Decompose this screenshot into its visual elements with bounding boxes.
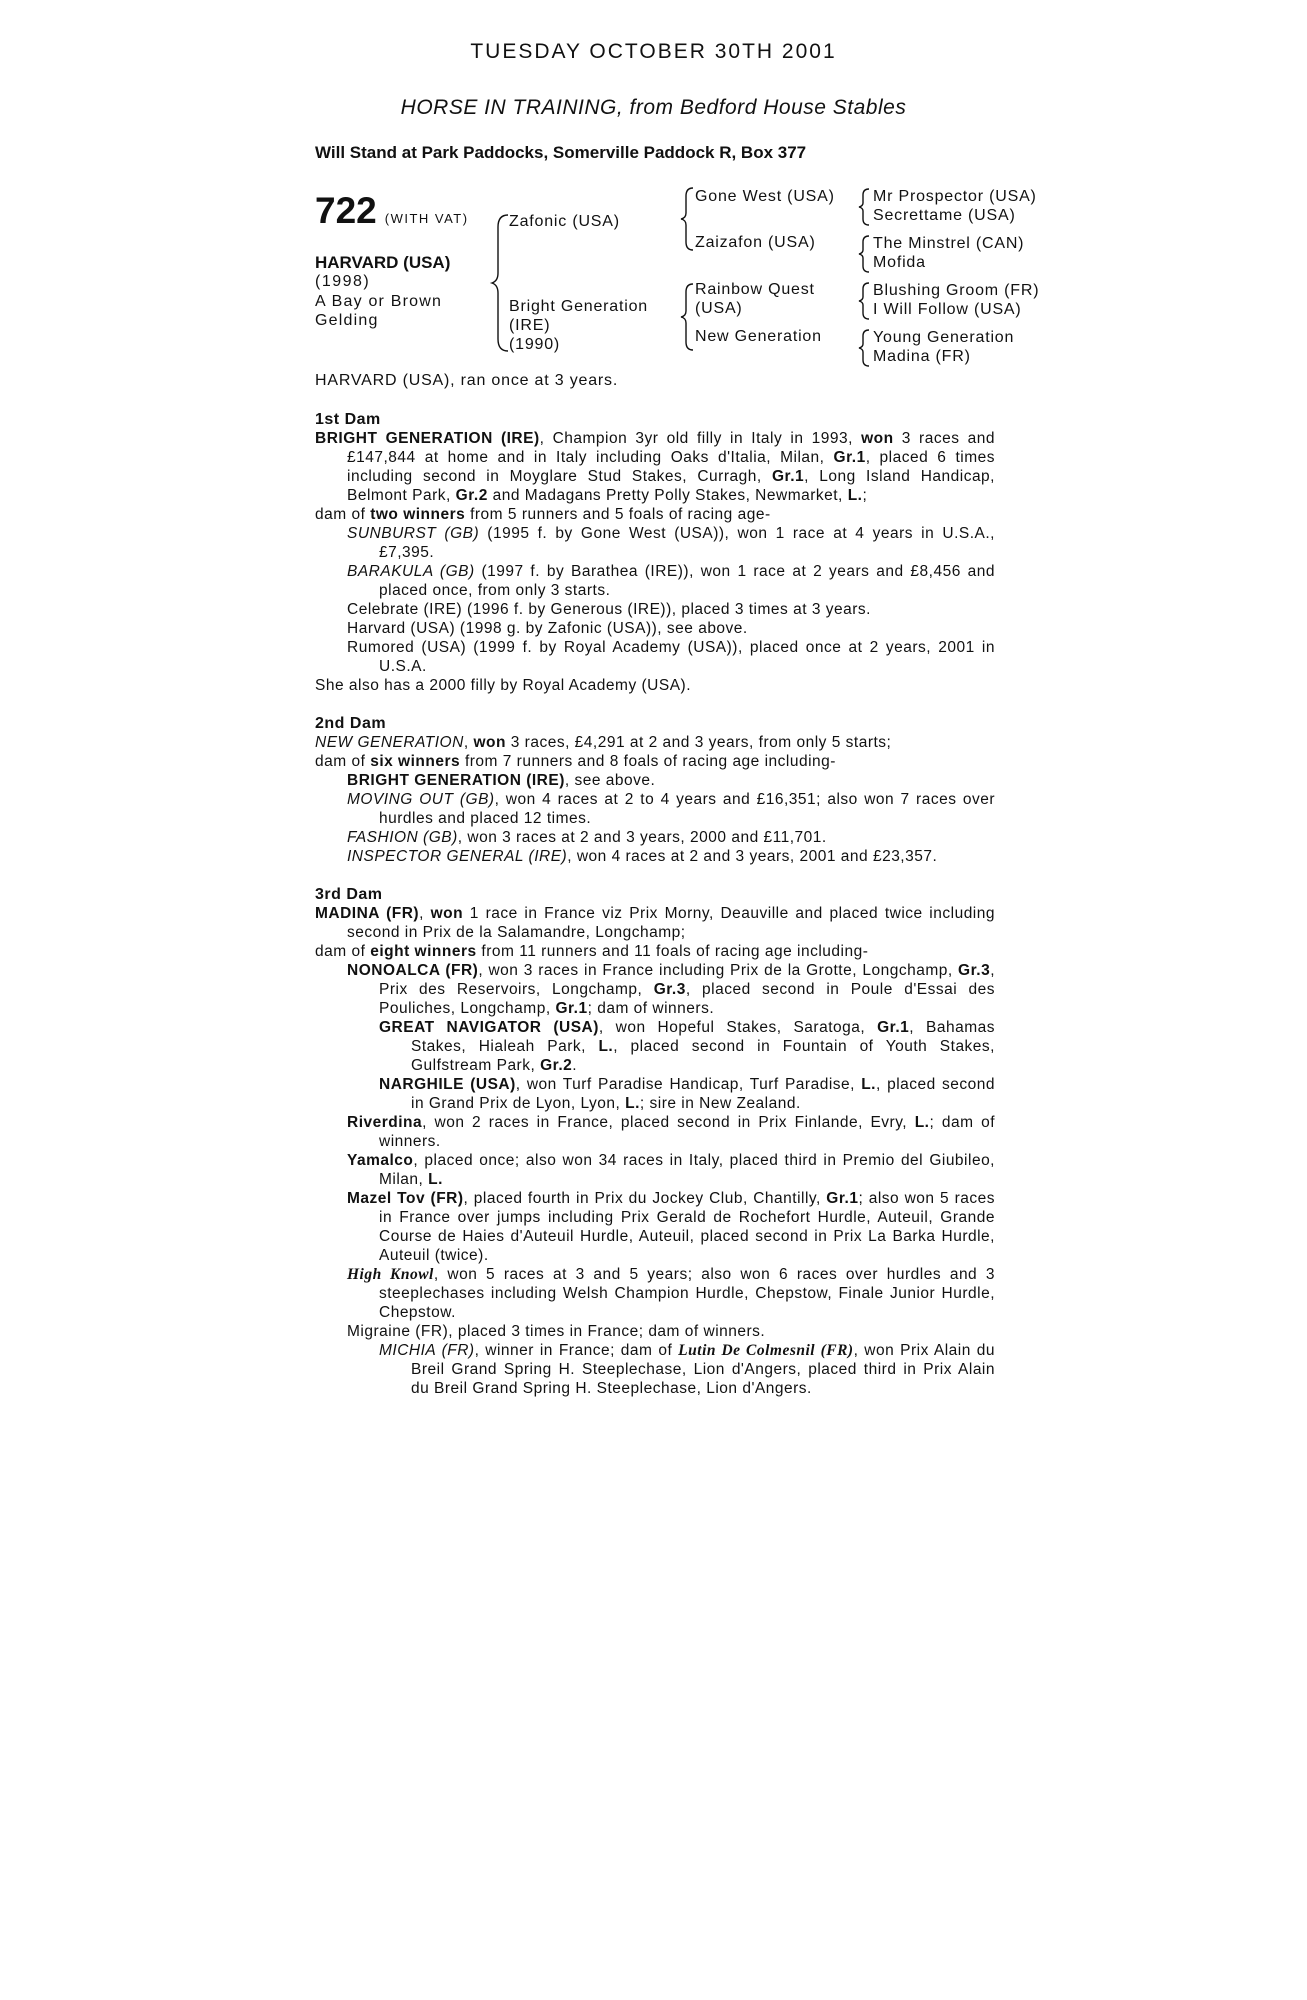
stand-location: Will Stand at Park Paddocks, Somerville Paddock R, Box 377 xyxy=(315,143,807,162)
produce-text: Celebrate (IRE) (1996 f. by Generous (IRE)), placed 3 times at 3 years. xyxy=(347,601,871,618)
produce-entry xyxy=(379,1341,995,1398)
produce-text: , won Prix Alain du Breil Grand Spring H. Steeplechase, Lion d'Angers, placed third in Prix Alain du Breil Grand Spring H. Steeplechase, Lion d'Angers. xyxy=(411,1342,996,1397)
pedigree-dam xyxy=(509,297,648,354)
dam-of-text: from 11 runners and 11 foals of racing age including- xyxy=(476,943,869,960)
pedigree-brace-g2 xyxy=(857,234,871,274)
produce-text: Harvard (USA) (1998 g. by Zafonic (USA)), see above. xyxy=(347,620,748,637)
dam-text: 3 races and £147,844 at home and in Italy including Oaks d'Italia, Milan, xyxy=(347,430,995,466)
dam-text: , placed 6 times including second in Moyglare Stud Stakes, Curragh, xyxy=(347,449,995,485)
produce-entry xyxy=(347,524,995,562)
produce-text: ; dam of winners. xyxy=(379,1114,995,1150)
grade-label: Gr.1 xyxy=(555,1000,588,1017)
produce-text: ; also won 5 races in France over jumps including Prix Gerald de Rochefort Hurdle, Auteuil, Grande Course de Haies d'Auteuil Hurdle, Auteuil, placed second in Prix La Barka Hurdle, Auteuil (twice). xyxy=(379,1190,995,1264)
dam-of-text: dam of xyxy=(315,506,371,523)
produce-name: MICHIA (FR) xyxy=(379,1342,475,1359)
produce-name: NARGHILE (USA) xyxy=(379,1076,516,1093)
dam-of-text: from 7 runners and 8 foals of racing age including- xyxy=(460,753,836,770)
pedigree-dam-line: (IRE) xyxy=(509,317,551,334)
produce-text: , Prix des Reservoirs, Longchamp, xyxy=(379,962,996,998)
produce-text: (1997 f. by Barathea (IRE)), won 1 race at 2 years and £8,456 and placed once, from only 3 starts. xyxy=(379,563,995,599)
produce-text: Rumored (USA) (1999 f. by Royal Academy (USA)), placed once at 2 years, 2001 in U.S.A. xyxy=(347,639,995,675)
first-dam-section xyxy=(315,410,995,695)
pedigree-gg-name: Mofida xyxy=(873,254,926,271)
produce-entry xyxy=(347,562,995,600)
pedigree-gg-name: I Will Follow (USA) xyxy=(873,301,1022,318)
produce-name: FASHION (GB) xyxy=(347,829,458,846)
winners-count: eight winners xyxy=(370,943,477,960)
grade-label: Gr.1 xyxy=(826,1190,859,1207)
horse-name: HARVARD (USA) xyxy=(315,253,451,272)
dam-text: , Long Island Handicap, Belmont Park, xyxy=(347,468,995,504)
pedigree-dam-dam: New Generation xyxy=(695,328,822,345)
produce-text: , won 3 races at 2 and 3 years, 2000 and £11,701. xyxy=(457,829,827,846)
vat-note: (WITH VAT) xyxy=(384,211,469,226)
pedigree-gg-name: Mr Prospector (USA) xyxy=(873,188,1037,205)
produce-text: Migraine (FR), placed 3 times in France; dam of winners. xyxy=(347,1323,766,1340)
produce-text: , placed second in Poule d'Essai des Pouliches, Longchamp, xyxy=(379,981,995,1017)
dam-of-line xyxy=(315,752,995,771)
horse-description: A Bay or Brown Gelding xyxy=(315,293,443,329)
won-label: won xyxy=(861,430,894,447)
pedigree-gg-pair xyxy=(873,281,1039,319)
produce-text: . xyxy=(572,1057,578,1074)
dam-record xyxy=(315,733,995,752)
produce-text: , won Hopeful Stakes, Saratoga, xyxy=(598,1019,878,1036)
produce-name: Yamalco xyxy=(347,1152,414,1169)
grade-label: L. xyxy=(598,1038,614,1055)
third-dam-section xyxy=(315,885,995,1398)
produce-text: , see above. xyxy=(564,772,656,789)
section-title: 1st Dam xyxy=(315,411,381,428)
produce-text: (1995 f. by Gone West (USA)), won 1 race at 4 years in U.S.A., £7,395. xyxy=(379,525,995,561)
also-note: She also has a 2000 filly by Royal Academy (USA). xyxy=(315,677,692,694)
produce-text: , won 4 races at 2 and 3 years, 2001 and £23,357. xyxy=(567,848,938,865)
dam-text: 3 races, £4,291 at 2 and 3 years, from only 5 starts; xyxy=(505,734,892,751)
dam-record xyxy=(315,904,995,942)
dam-of-text: from 5 runners and 5 foals of racing age- xyxy=(465,506,771,523)
dam-name: BRIGHT GENERATION (IRE) xyxy=(315,430,540,447)
grade-label: L. xyxy=(625,1095,640,1112)
produce-entry xyxy=(347,638,995,676)
pedigree-brace-g3 xyxy=(857,281,871,321)
produce-text: ; sire in New Zealand. xyxy=(639,1095,801,1112)
pedigree-brace-sire xyxy=(679,186,695,252)
pedigree-gg-pair xyxy=(873,328,1014,366)
sale-date: TUESDAY OCTOBER 30TH 2001 xyxy=(470,40,837,63)
pedigree-brace-dam xyxy=(679,282,695,352)
grade-label: Gr.2 xyxy=(455,487,488,504)
dam-text: and Madagans Pretty Polly Stakes, Newmarket, xyxy=(487,487,848,504)
section-title: 2nd Dam xyxy=(315,715,387,732)
grade-label: Gr.3 xyxy=(958,962,991,979)
pedigree-brace-g4 xyxy=(857,328,871,368)
produce-entry xyxy=(347,1265,995,1322)
pedigree-brace-g1 xyxy=(857,187,871,227)
produce-entry xyxy=(379,1018,995,1075)
dam-text: 1 race in France viz Prix Morny, Deauville and placed twice including second in Prix de la Salamandre, Longchamp; xyxy=(347,905,995,941)
section-title: 3rd Dam xyxy=(315,886,383,903)
dam-of-text: dam of xyxy=(315,943,371,960)
pedigree-gg-name: Blushing Groom (FR) xyxy=(873,282,1040,299)
dam-text: ; xyxy=(862,487,868,504)
produce-entry xyxy=(347,600,995,619)
pedigree-gg-name: The Minstrel (CAN) xyxy=(873,235,1025,252)
produce-text: , winner in France; dam of xyxy=(474,1342,679,1359)
produce-text: ; dam of winners. xyxy=(587,1000,715,1017)
won-label: won xyxy=(430,905,464,922)
grade-label: L. xyxy=(428,1171,443,1188)
produce-text: , won 4 races at 2 to 4 years and £16,351; also won 7 races over hurdles and placed 12 times. xyxy=(379,791,995,827)
produce-entry xyxy=(347,847,995,866)
produce-name: High Knowl xyxy=(347,1266,434,1283)
pedigree-gg-name: Madina (FR) xyxy=(873,348,971,365)
second-dam-section xyxy=(315,714,995,866)
dam-name: NEW GENERATION xyxy=(315,734,464,751)
pedigree-sire: Zafonic (USA) xyxy=(509,213,620,230)
lot-number: 722 xyxy=(315,190,377,231)
produce-entry xyxy=(347,619,995,638)
pedigree-dam-line: (1990) xyxy=(509,336,561,353)
dam-text: , xyxy=(463,734,474,751)
produce-name: Riverdina xyxy=(347,1114,423,1131)
produce-text: , placed once; also won 34 races in Italy, placed third in Premio del Giubileo, Milan, xyxy=(379,1152,995,1188)
pedigree-gg-pair xyxy=(873,234,1024,272)
pedigree-gg-pair xyxy=(873,187,1037,225)
produce-entry xyxy=(347,1189,995,1265)
produce-name: GREAT NAVIGATOR (USA) xyxy=(379,1019,599,1036)
grade-label: Gr.1 xyxy=(771,468,805,485)
dam-record xyxy=(315,429,995,505)
consignment-heading: HORSE IN TRAINING, from Bedford House Stables xyxy=(400,96,907,119)
pedigree-dam-sire-line: (USA) xyxy=(695,300,743,317)
produce-entry xyxy=(347,1322,995,1341)
pedigree-dam-sire-line: Rainbow Quest xyxy=(695,281,815,298)
produce-text: , placed fourth in Prix du Jockey Club, Chantilly, xyxy=(463,1190,827,1207)
horse-year: (1998) xyxy=(315,273,371,290)
produce-name: SUNBURST (GB) xyxy=(347,525,480,542)
dam-of-line xyxy=(315,942,995,961)
won-label: won xyxy=(473,734,506,751)
dam-name: MADINA (FR) xyxy=(315,905,420,922)
produce-name: INSPECTOR GENERAL (IRE) xyxy=(347,848,568,865)
produce-name: Lutin De Colmesnil (FR) xyxy=(678,1342,854,1359)
produce-entry xyxy=(347,828,995,847)
lot-number-block xyxy=(315,190,469,232)
pedigree-gg-name: Secrettame (USA) xyxy=(873,207,1016,224)
produce-name: NONOALCA (FR) xyxy=(347,962,479,979)
produce-entry xyxy=(379,1075,995,1113)
pedigree-dam-sire xyxy=(695,280,815,318)
pedigree-sire-dam: Zaizafon (USA) xyxy=(695,234,816,251)
produce-text: , won 5 races at 3 and 5 years; also won 6 races over hurdles and 3 steeplechases including Welsh Champion Hurdle, Chepstow, Finale Junior Hurdle, Chepstow. xyxy=(379,1266,996,1321)
winners-count: six winners xyxy=(370,753,461,770)
produce-entry xyxy=(347,790,995,828)
grade-label: Gr.2 xyxy=(540,1057,573,1074)
winners-count: two winners xyxy=(370,506,466,523)
produce-entry xyxy=(347,771,995,790)
grade-label: L. xyxy=(914,1114,930,1131)
produce-entry xyxy=(347,1113,995,1151)
race-record-summary: HARVARD (USA), ran once at 3 years. xyxy=(315,372,619,389)
pedigree-brace-main xyxy=(490,213,510,353)
produce-name: BRIGHT GENERATION (IRE) xyxy=(347,772,565,789)
grade-label: Gr.3 xyxy=(653,981,686,998)
produce-text: , won 2 races in France, placed second in Prix Finlande, Evry, xyxy=(422,1114,915,1131)
produce-text: , won Turf Paradise Handicap, Turf Paradise, xyxy=(515,1076,862,1093)
produce-entry xyxy=(347,961,995,1018)
produce-name: BARAKULA (GB) xyxy=(347,563,475,580)
grade-label: L. xyxy=(861,1076,876,1093)
dam-of-line xyxy=(315,505,995,524)
produce-text: , won 3 races in France including Prix de la Grotte, Longchamp, xyxy=(478,962,959,979)
produce-entry xyxy=(347,1151,995,1189)
produce-text: , placed second in Fountain of Youth Stakes, Gulfstream Park, xyxy=(411,1038,995,1074)
dam-text: , xyxy=(419,905,431,922)
pedigree-dam-line: Bright Generation xyxy=(509,298,649,315)
pedigree-gg-name: Young Generation xyxy=(873,329,1015,346)
grade-label: Gr.1 xyxy=(877,1019,910,1036)
produce-name: Mazel Tov (FR) xyxy=(347,1190,464,1207)
grade-label: L. xyxy=(847,487,863,504)
produce-text: , Bahamas Stakes, Hialeah Park, xyxy=(411,1019,995,1055)
dam-text: , Champion 3yr old filly in Italy in 1993, xyxy=(539,430,862,447)
grade-label: Gr.1 xyxy=(833,449,866,466)
pedigree-sire-sire: Gone West (USA) xyxy=(695,188,835,205)
produce-name: MOVING OUT (GB) xyxy=(347,791,495,808)
dam-of-text: dam of xyxy=(315,753,371,770)
produce-text: , placed second in Grand Prix de Lyon, Lyon, xyxy=(411,1076,995,1112)
